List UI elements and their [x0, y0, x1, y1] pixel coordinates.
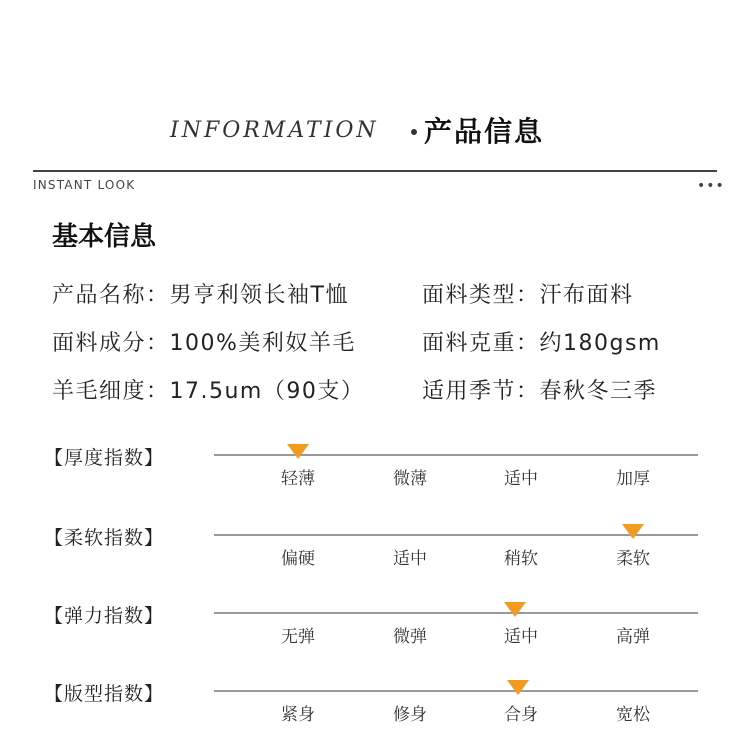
- rating-option: 适中: [393, 549, 427, 569]
- header-en-title: INFORMATION: [170, 118, 379, 143]
- rating-option: 宽松: [616, 705, 650, 725]
- info-header: [0, 104, 750, 148]
- info-product-name: 产品名称：男亨利领长袖T恤: [52, 283, 349, 308]
- rating-marker-icon: [504, 602, 526, 617]
- rating-thickness: [0, 444, 750, 488]
- info-fabric-type: 面料类型：汗布面料: [422, 283, 634, 308]
- rating-marker-icon: [507, 680, 529, 695]
- rating-option: 加厚: [616, 469, 650, 489]
- rating-track: [214, 690, 698, 692]
- rating-option: 紧身: [281, 705, 315, 725]
- rating-option: 适中: [504, 627, 538, 647]
- rating-option: 合身: [504, 705, 538, 725]
- rating-label: 【弹力指数】: [44, 605, 165, 627]
- info-season: 适用季节：春秋冬三季: [422, 379, 658, 404]
- info-wool-fineness: 羊毛细度：17.5um（90支）: [52, 379, 365, 404]
- instant-look-label: INSTANT LOOK: [33, 178, 136, 192]
- rating-option: 修身: [393, 705, 427, 725]
- info-fabric-weight: 面料克重：约180gsm: [422, 331, 661, 356]
- rating-option: 高弹: [616, 627, 650, 647]
- info-fabric-composition: 面料成分：100%美利奴羊毛: [52, 331, 356, 356]
- rating-label: 【厚度指数】: [44, 447, 165, 469]
- rating-label: 【版型指数】: [44, 683, 165, 705]
- rating-option: 无弹: [281, 627, 315, 647]
- rating-marker-icon: [622, 524, 644, 539]
- rating-track: [214, 612, 698, 614]
- rating-option: 微弹: [393, 627, 427, 647]
- rating-elasticity: [0, 602, 750, 646]
- rating-option: 偏硬: [281, 549, 315, 569]
- more-dots-icon: •••: [697, 178, 725, 194]
- rating-option: 适中: [504, 469, 538, 489]
- header-cn-title: 产品信息: [424, 115, 545, 148]
- header-divider: [33, 170, 717, 172]
- rating-softness: [0, 524, 750, 568]
- rating-option: 微薄: [393, 469, 427, 489]
- rating-option: 稍软: [504, 549, 538, 569]
- header-dot: [411, 129, 417, 135]
- rating-marker-icon: [287, 444, 309, 459]
- rating-label: 【柔软指数】: [44, 527, 165, 549]
- rating-option: 轻薄: [281, 469, 315, 489]
- rating-fit: [0, 680, 750, 724]
- rating-option: 柔软: [616, 549, 650, 569]
- basic-info-title: 基本信息: [52, 222, 157, 252]
